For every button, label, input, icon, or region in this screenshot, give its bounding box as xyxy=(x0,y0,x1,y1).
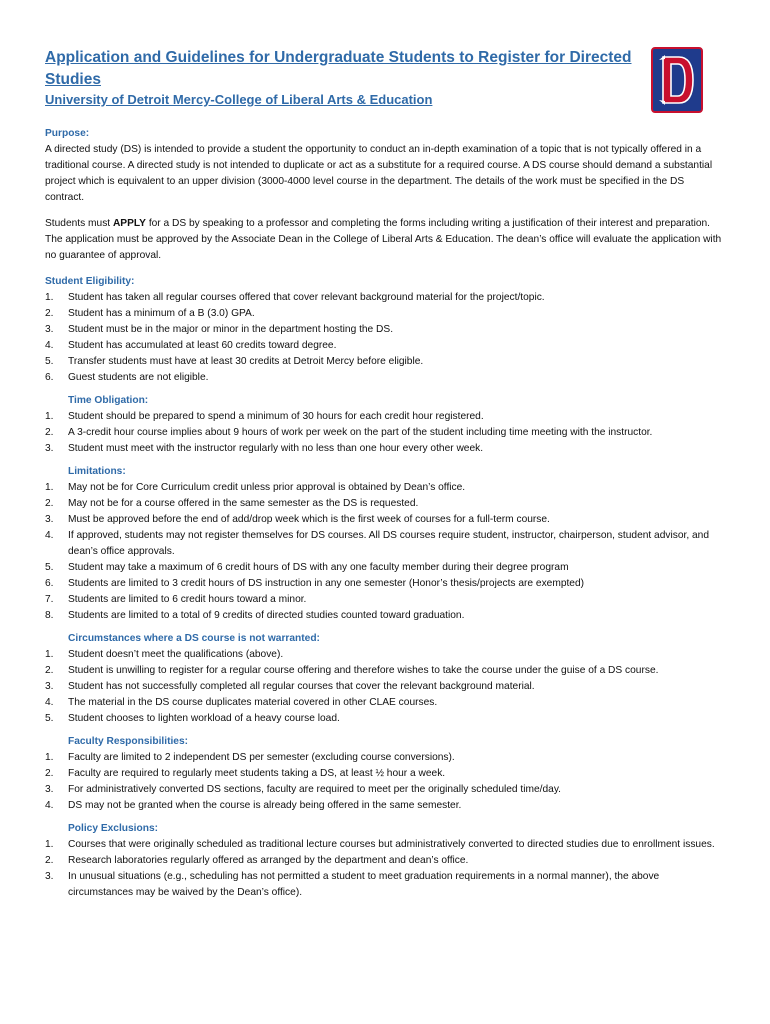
eligibility-heading: Student Eligibility: xyxy=(45,276,135,287)
list-item: 5. Student chooses to lighten workload of a heavy course load. xyxy=(45,713,340,724)
limitations-list xyxy=(45,480,725,624)
time-obligation-list xyxy=(45,409,725,457)
apply-text-after: for a DS by speaking to a professor and completing the forms including writing a justification of their interest and preparation. The application must be approved by the Associate Dean in the College of Liberal Arts & Education. The dean’s office will evaluate the application with no guarantee of approval. xyxy=(45,218,722,261)
purpose-paragraph-2 xyxy=(45,216,725,264)
list-item: 2. A 3-credit hour course implies about 9 hours of work per week on the part of the student including time meeting with the instructor. xyxy=(45,427,653,438)
list-item: 4. Student has accumulated at least 60 credits toward degree. xyxy=(45,340,337,351)
list-item: 2. Student is unwilling to register for a regular course offering and therefore wishes to take the course under the guise of a DS course. xyxy=(45,665,659,676)
document-title: Application and Guidelines for Undergraduate Students to Register for Directed Studies xyxy=(45,49,632,88)
faculty-responsibilities-list xyxy=(45,750,725,814)
detroit-mercy-d-logo-icon xyxy=(651,47,703,113)
list-item: 3. Student has not successfully completed all regular courses that cover the relevant background material. xyxy=(45,681,535,692)
list-item: 2. May not be for a course offered in the same semester as the DS is requested. xyxy=(45,498,419,509)
policy-exclusions-list xyxy=(45,837,725,901)
list-item: 6. Students are limited to 3 credit hours of DS instruction in any one semester (Honor’s thesis/projects are exempted) xyxy=(45,578,585,589)
list-item: 2. Research laboratories regularly offered as arranged by the department and dean’s office. xyxy=(45,855,469,866)
list-item: 5. Transfer students must have at least 30 credits at Detroit Mercy before eligible. xyxy=(45,356,424,367)
list-item: 3. Must be approved before the end of add/drop week which is the first week of courses for a full-term course. xyxy=(45,514,550,525)
document-subtitle: University of Detroit Mercy-College of Liberal Arts & Education xyxy=(45,92,433,107)
list-item: 1. Student doesn’t meet the qualifications (above). xyxy=(45,649,284,660)
document-body xyxy=(45,126,725,901)
limitations-heading: Limitations: xyxy=(68,466,126,477)
apply-text-before: Students must xyxy=(45,218,113,229)
list-item: 5. Student may take a maximum of 6 credit hours of DS with any one faculty member during their degree program xyxy=(45,562,569,573)
policy-exclusions-heading: Policy Exclusions: xyxy=(68,823,159,834)
list-item: 7. Students are limited to 6 credit hours toward a minor. xyxy=(45,594,307,605)
apply-keyword: APPLY xyxy=(112,218,146,229)
purpose-paragraph-1: A directed study (DS) is intended to provide a student the opportunity to conduct an in-depth examination of a topic that is not typically offered in a traditional course. A directed study is not intended to duplicate or act as a substitute for a required course. A DS course should demand a substantial project which is equivalent to an upper division (3000-4000 level course in the department. The details of the work must be specified in the DS contract. xyxy=(45,144,713,203)
list-item: 3. Student must be in the major or minor in the department hosting the DS. xyxy=(45,324,394,335)
not-warranted-heading: Circumstances where a DS course is not warranted: xyxy=(68,633,320,644)
time-obligation-heading: Time Obligation: xyxy=(68,395,149,406)
list-item: 1. Student should be prepared to spend a minimum of 30 hours for each credit hour registered. xyxy=(45,411,484,422)
list-item: 3. In unusual situations (e.g., scheduling has not permitted a student to meet graduation requirements in a normal manner), the above circumstances may be waived by the Dean’s office). xyxy=(45,871,660,898)
list-item: 1. Faculty are limited to 2 independent DS per semester (excluding course conversions). xyxy=(45,752,455,763)
list-item: 1. Student has taken all regular courses offered that cover relevant background material for the project/topic. xyxy=(45,292,545,303)
purpose-heading: Purpose: xyxy=(45,128,90,139)
not-warranted-list xyxy=(45,647,725,727)
list-item: 6. Guest students are not eligible. xyxy=(45,372,209,383)
list-item: 8. Students are limited to a total of 9 credits of directed studies counted toward graduation. xyxy=(45,610,465,621)
list-item: 3. Student must meet with the instructor regularly with no less than one hour every other week. xyxy=(45,443,484,454)
faculty-responsibilities-heading: Faculty Responsibilities: xyxy=(68,736,189,747)
list-item: 4. If approved, students may not register themselves for DS courses. All DS courses require student, instructor, chairperson, student advisor, and dean’s office approvals. xyxy=(45,530,709,557)
list-item: 1. Courses that were originally scheduled as traditional lecture courses but administratively converted to directed studies due to enrollment issues. xyxy=(45,839,715,850)
list-item: 1. May not be for Core Curriculum credit unless prior approval is obtained by Dean’s office. xyxy=(45,482,466,493)
list-item: 4. The material in the DS course duplicates material covered in other CLAE courses. xyxy=(45,697,438,708)
list-item: 2. Student has a minimum of a B (3.0) GPA. xyxy=(45,308,255,319)
list-item: 2. Faculty are required to regularly meet students taking a DS, at least ½ hour a week. xyxy=(45,768,446,779)
list-item: 3. For administratively converted DS sections, faculty are required to meet per the originally scheduled time/day. xyxy=(45,784,562,795)
list-item: 4. DS may not be granted when the course is already being offered in the same semester. xyxy=(45,800,462,811)
eligibility-list xyxy=(45,290,725,386)
